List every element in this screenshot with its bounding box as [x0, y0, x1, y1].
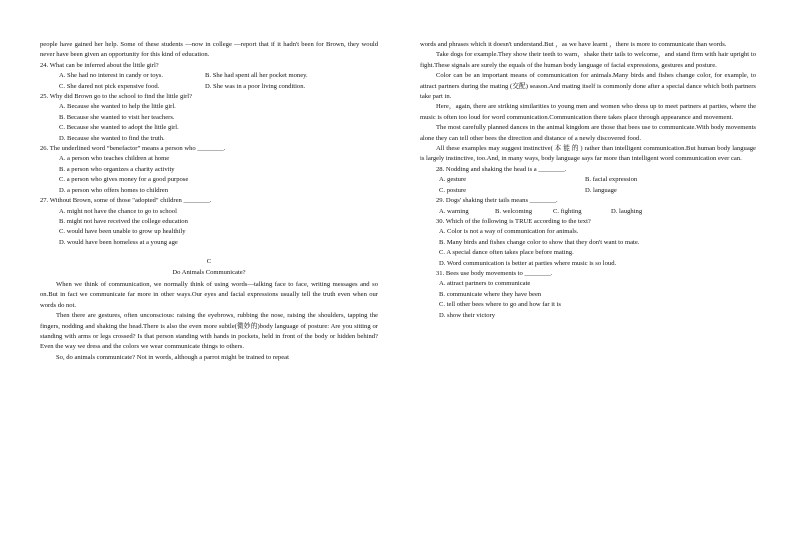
question-24-option-c[interactable]: C. She dared not pick expensive food.	[59, 82, 160, 90]
passage-title: Do Animals Communicate?	[172, 268, 246, 276]
question-30-option-d[interactable]: D. Word communication is better at parties where music is so loud.	[439, 259, 617, 267]
question-29-option-b[interactable]: B. welcoming	[495, 207, 532, 215]
question-28-option-c[interactable]: C. posture	[439, 186, 467, 194]
passage-c-paragraph-8: All these examples may suggest instinctive( 本 能 的 ) rather than intelligent communication.But human body language is largely instinctive, too.And, in many ways, body language says far more than intelligent word communication ever can.	[420, 145, 756, 163]
question-26-option-b[interactable]: B. a person who organizes a charity activity	[59, 165, 175, 173]
question-28: 28. Nodding and shaking the head is a ________.	[436, 165, 567, 173]
question-27: 27. Without Brown, some of those "adopted" children ________.	[40, 197, 212, 205]
question-29-option-d[interactable]: D. laughing	[611, 207, 643, 215]
passage-c-paragraph-1: When we think of communication, we normally think of using words—talking face to face, writing messages and so on.But in fact we communicate far more in other ways.Our eyes and facial expressions usually tell the truth even when our words do not.	[40, 280, 378, 309]
question-25-option-d[interactable]: D. Because she wanted to find the truth.	[59, 134, 165, 142]
passage-b-ending: people have gained her help. Some of these students —now in college —report that if it hadn't been for Brown, they would never have been given an opportunity for this kind of education.	[40, 41, 378, 59]
passage-c-paragraph-6: Here，again, there are striking similarities to young men and women who dress up to meet partners at parties, where the music is often too loud for word communication.Communication there takes place through appearance and movement.	[420, 103, 756, 121]
question-24-options-row-1	[59, 71, 378, 81]
question-24-options-row-2	[59, 82, 378, 92]
passage-c-paragraph-7: The most carefully planned dances in the animal kingdom are those that bees use to communicate.With body movements alone they can tell other bees the direction and distance of a newly discovered food.	[420, 124, 756, 142]
question-25-option-b[interactable]: B. Because she wanted to visit her teachers.	[59, 113, 175, 121]
question-27-option-c[interactable]: C. would have been unable to grow up healthily	[59, 228, 186, 236]
question-28-option-b[interactable]: B. facial expression	[585, 176, 638, 184]
question-27-option-b[interactable]: B. might not have received the college education	[59, 217, 188, 225]
question-25: 25. Why did Brown go to the school to find the little girl?	[40, 93, 193, 101]
question-30-option-b[interactable]: B. Many birds and fishes change color to show that they don't want to mate.	[439, 238, 640, 246]
passage-c-paragraph-2: Then there are gestures, often unconscious: raising the eyebrows, rubbing the nose, raising the shoulders, tapping the fingers, nodding and shaking the head.There is also the even more subtle(微妙的)body language of posture: Are you sitting or standing with arms or legs crossed? Is that person standing with hands in pockets, held in front of the body or hidden behind? Even the way we dress and the colors we wear communicate things to others.	[40, 312, 378, 351]
question-28-option-d[interactable]: D. language	[585, 186, 617, 194]
right-column	[420, 40, 756, 321]
question-30: 30. Which of the following is TRUE according to the text?	[436, 217, 591, 225]
question-31-option-c[interactable]: C. tell other bees where to go and how far it is	[439, 301, 561, 309]
passage-c-paragraph-3: So, do animals communicate? Not in words, although a parrot might be trained to repeat	[56, 353, 289, 361]
question-26-option-a[interactable]: A. a person who teaches children at home	[59, 155, 170, 163]
question-25-option-c[interactable]: C. Because she wanted to adopt the little girl.	[59, 124, 179, 132]
question-29: 29. Dogs' shaking their tails means ________.	[436, 197, 558, 205]
question-31-option-a[interactable]: A. attract partners to communicate	[439, 280, 531, 288]
question-27-option-d[interactable]: D. would have been homeless at a young age	[59, 238, 178, 246]
question-24-option-b[interactable]: B. She had spent all her pocket money.	[205, 72, 308, 80]
passage-c-paragraph-4: Take dogs for example.They show their teeth to warn，shake their tails to welcome，and stand firm with hair upright to fight.These signals are surely the equals of the human body language of facial expressions, gestures and posture.	[420, 51, 756, 69]
question-27-option-a[interactable]: A. might not have the chance to go to school	[59, 207, 177, 215]
question-25-option-a[interactable]: A. Because she wanted to help the little girl.	[59, 103, 176, 111]
question-26-option-c[interactable]: C. a person who gives money for a good purpose	[59, 176, 189, 184]
question-28-options-row-1	[439, 175, 756, 185]
question-26: 26. The underlined word “benefactor” means a person who ________.	[40, 145, 226, 153]
section-letter: C	[206, 258, 212, 266]
passage-c-paragraph-5: Color can be an important means of communication for animals.Many birds and fishes change color, for example, to attract partners during the mating (交配) season.And mating itself is commonly done after a special dance which both partners take part in.	[420, 72, 756, 101]
question-30-option-c[interactable]: C. A special dance often takes place before mating.	[439, 249, 574, 257]
left-column	[40, 40, 378, 363]
question-29-option-c[interactable]: C. fighting	[553, 207, 582, 215]
question-30-option-a[interactable]: A. Color is not a way of communication for animals.	[439, 228, 579, 236]
question-31: 31. Bees use body movements to ________.	[436, 269, 553, 277]
question-31-option-d[interactable]: D. show their victory	[439, 311, 496, 319]
question-28-options-row-2	[439, 186, 756, 196]
question-24: 24. What can be inferred about the little girl?	[40, 61, 159, 69]
question-29-option-a[interactable]: A. warning	[439, 207, 469, 215]
question-28-option-a[interactable]: A. gesture	[439, 176, 467, 184]
passage-c-paragraph-3-continued: words and phrases which it doesn't understand.But ，as we have learnt ，there is more to communicate than words.	[420, 41, 727, 48]
question-26-option-d[interactable]: D. a person who offers homes to children	[59, 186, 169, 194]
question-29-options-row	[439, 207, 756, 217]
question-24-option-a[interactable]: A. She had no interest in candy or toys.	[59, 72, 164, 80]
question-24-option-d[interactable]: D. She was in a poor living condition.	[205, 82, 306, 90]
question-31-option-b[interactable]: B. communicate where they have been	[439, 290, 542, 298]
